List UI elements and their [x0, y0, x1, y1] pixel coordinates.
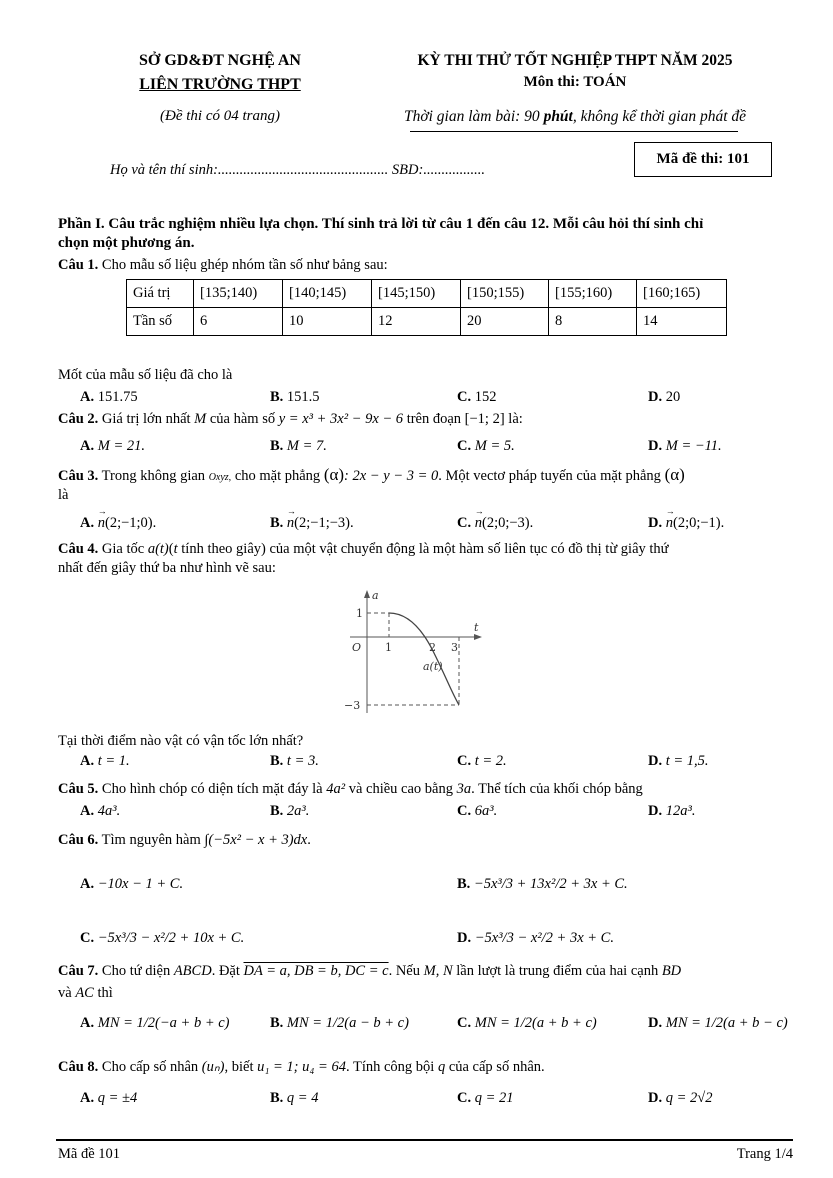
q3-plane: (α) — [664, 465, 685, 484]
origin-label: O — [352, 641, 362, 654]
question-1 — [58, 257, 388, 274]
table-cell: [150;155) — [461, 280, 549, 308]
q2-label: Câu 2. — [58, 411, 99, 427]
q7-option-c[interactable]: C. MN = 1/2(a + b + c) — [457, 1015, 597, 1031]
option-text: 151.75 — [97, 389, 138, 405]
option-text: t = 1. — [97, 753, 130, 769]
q2-var: M — [194, 411, 207, 427]
option-text: M = −11. — [665, 438, 722, 454]
exam-code-box: Mã đề thi: 101 — [634, 142, 772, 177]
q2-text: là: — [504, 411, 523, 427]
q7-points: M, N — [423, 963, 453, 979]
footer-exam-code: Mã đề 101 — [58, 1146, 121, 1162]
table-header-cell: Giá trị — [127, 280, 194, 308]
q1-option-d[interactable]: D. 20 — [648, 389, 681, 405]
q3-plane: (α) — [323, 465, 345, 484]
q3-option-c[interactable]: C. → n(2;0;−3). — [457, 515, 533, 532]
q3-label: Câu 3. — [58, 468, 99, 484]
exam-title: KỲ THI THỬ TỐT NGHIỆP THPT NĂM 2025 — [417, 52, 733, 69]
q8-label: Câu 8. — [58, 1059, 99, 1075]
q7-edge-ac: AC — [75, 985, 94, 1001]
option-text: q = 21 — [474, 1090, 514, 1106]
option-text: (2;−1;0). — [104, 515, 157, 531]
curve-label: a(t) — [423, 660, 443, 673]
q8-text: , biết — [224, 1059, 258, 1075]
graph-svg — [330, 585, 510, 720]
q2-option-d[interactable]: D. M = −11. — [648, 438, 722, 454]
q1-option-b[interactable]: B. 151.5 — [270, 389, 320, 405]
q4-text-cont: nhất đến giây thứ ba như hình vẽ sau: — [58, 560, 276, 576]
q2-option-b[interactable]: B. M = 7. — [270, 438, 327, 454]
q6-integral: ∫(−5x² − x + 3)dx — [204, 832, 308, 848]
option-text: 6a³. — [474, 803, 498, 819]
q5-text: . Thể tích của khối chóp bằng — [471, 781, 643, 797]
q5-option-a[interactable]: A. 4a³. — [80, 803, 121, 819]
student-info-line: Họ và tên thí sinh:............................................... SBD:................. — [110, 162, 485, 178]
option-text: (2;−1;−3). — [294, 515, 354, 531]
q5-option-c[interactable]: C. 6a³. — [457, 803, 498, 819]
x-tick-3: 3 — [451, 641, 458, 654]
option-text: MN = 1/2(a + b − c) — [665, 1015, 788, 1031]
q7-option-d[interactable]: D. MN = 1/2(a + b − c) — [648, 1015, 788, 1031]
q3-space: Oxyz, — [208, 472, 232, 483]
q6-option-c[interactable]: C. −5x³/3 − x²/2 + 10x + C. — [80, 930, 245, 946]
q2-option-a[interactable]: A. M = 21. — [80, 438, 145, 454]
q4-text: ( — [168, 541, 174, 557]
option-text: −5x³/3 + 13x²/2 + 3x + C. — [473, 876, 628, 892]
option-text: M = 21. — [97, 438, 145, 454]
option-text: M = 5. — [474, 438, 515, 454]
table-cell: 20 — [461, 308, 549, 336]
q6-text: Tìm nguyên hàm — [98, 832, 205, 848]
option-text: −10x − 1 + C. — [97, 876, 184, 892]
q3-text: Trong không gian — [98, 468, 209, 484]
q8-text: . Tính công bội — [345, 1059, 438, 1075]
q6-text: . — [307, 832, 311, 848]
question-8 — [58, 1059, 545, 1076]
part1-title: Phần I. Câu trắc nghiệm nhiều lựa chọn. Thí sinh trả lời từ câu 1 đến câu 12. Mỗi câu hỏi thí sinh chỉ — [58, 216, 704, 232]
table-cell: 8 — [549, 308, 637, 336]
option-text: MN = 1/2(−a + b + c) — [97, 1015, 230, 1031]
q7-edge-bd: BD — [661, 963, 682, 979]
q2-text: Giá trị lớn nhất — [98, 411, 195, 427]
q8-option-c[interactable]: C. q = 21 — [457, 1090, 514, 1106]
q4-option-a[interactable]: A. t = 1. — [80, 753, 130, 769]
q8-ratio: q — [437, 1059, 446, 1075]
y-tick-1: 1 — [356, 607, 363, 620]
exam-time-suffix: , không kể thời gian phát đề — [572, 108, 747, 125]
option-text: 2a³. — [286, 803, 310, 819]
table-cell: 12 — [372, 308, 461, 336]
school-name-text: LIÊN TRƯỜNG THPT — [139, 76, 301, 93]
q6-option-a[interactable]: A. −10x − 1 + C. — [80, 876, 184, 892]
exam-time-bold: phút — [543, 108, 573, 125]
q5-label: Câu 5. — [58, 781, 99, 797]
vector-n: → n — [287, 515, 294, 532]
q2-function: y = x³ + 3x² − 9x − 6 — [278, 411, 404, 427]
axis-x-label: t — [474, 621, 479, 634]
table-cell: 14 — [637, 308, 727, 336]
axis-y-label: a — [372, 589, 379, 602]
q4-option-d[interactable]: D. t = 1,5. — [648, 753, 709, 769]
q2-text: trên đoạn — [403, 411, 465, 427]
option-text: 12a³. — [665, 803, 696, 819]
q7-text: và — [58, 985, 76, 1001]
q4-prompt: Tại thời điểm nào vật có vận tốc lớn nhất? — [58, 733, 304, 749]
q2-text: của hàm số — [206, 411, 279, 427]
q7-tetrahedron: ABCD — [173, 963, 212, 979]
q8-given: u₁ = 1; u₄ = 64 — [257, 1059, 346, 1075]
table-row — [127, 308, 727, 336]
table-header-cell: Tần số — [127, 308, 194, 336]
q4-option-c[interactable]: C. t = 2. — [457, 753, 507, 769]
q6-label: Câu 6. — [58, 832, 99, 848]
question-5 — [58, 781, 643, 798]
question-7 — [58, 963, 681, 980]
q4-option-b[interactable]: B. t = 3. — [270, 753, 319, 769]
q7-label: Câu 7. — [58, 963, 99, 979]
q6-option-d[interactable]: D. −5x³/3 − x²/2 + 3x + C. — [457, 930, 614, 946]
q3-text: . Một vectơ pháp tuyến của mặt phẳng — [438, 468, 665, 484]
q7-text-cont — [58, 985, 113, 1002]
q1-text: Cho mẫu số liệu ghép nhóm tần số như bảng sau: — [98, 257, 388, 273]
q4-var: t — [173, 541, 178, 557]
exam-time — [360, 108, 790, 126]
part1-title-cont: chọn một phương án. — [58, 235, 195, 251]
school-name — [95, 76, 345, 94]
q3-option-d[interactable]: D. → n(2;0;−1). — [648, 515, 724, 532]
table-cell: [155;160) — [549, 280, 637, 308]
option-text: −5x³/3 − x²/2 + 10x + C. — [97, 930, 245, 946]
q7-option-b[interactable]: B. MN = 1/2(a − b + c) — [270, 1015, 409, 1031]
q4-text: tính theo giây) của một vật chuyển động là một hàm số liên tục có đồ thị từ giây thứ — [177, 541, 669, 557]
q4-function: a(t) — [147, 541, 169, 557]
table-cell: [145;150) — [372, 280, 461, 308]
q7-vector-defs: DA = a, DB = b, DC = c — [243, 963, 389, 979]
question-3 — [58, 465, 685, 485]
y-tick-neg3: −3 — [344, 699, 361, 712]
q1-option-a[interactable]: A. 151.75 — [80, 389, 138, 405]
question-6 — [58, 832, 311, 849]
table-cell: [140;145) — [283, 280, 372, 308]
option-text: q = 4 — [286, 1090, 319, 1106]
q8-option-a[interactable]: A. q = ±4 — [80, 1090, 138, 1106]
q1-label: Câu 1. — [58, 257, 99, 273]
q8-text: của cấp số nhân. — [445, 1059, 545, 1075]
q3-equation: : 2x − y − 3 = 0 — [344, 468, 439, 484]
q1-prompt: Mốt của mẫu số liệu đã cho là — [58, 367, 233, 383]
q4-label: Câu 4. — [58, 541, 99, 557]
table-row — [127, 280, 727, 308]
exam-time-prefix: Thời gian làm bài: 90 — [403, 108, 544, 125]
x-tick-2: 2 — [429, 641, 436, 654]
exam-subject: Môn thi: TOÁN — [523, 74, 627, 90]
q5-option-d[interactable]: D. 12a³. — [648, 803, 696, 819]
question-2 — [58, 411, 523, 428]
q4-text: Gia tốc — [98, 541, 148, 557]
table-cell: [160;165) — [637, 280, 727, 308]
q8-option-b[interactable]: B. q = 4 — [270, 1090, 319, 1106]
option-text: MN = 1/2(a + b + c) — [474, 1015, 597, 1031]
q8-option-d[interactable]: D. q = 2√2 — [648, 1090, 713, 1106]
table-cell: [135;140) — [194, 280, 283, 308]
frequency-table — [126, 279, 727, 336]
vector-n: → n — [666, 515, 673, 532]
q8-text: Cho cấp số nhân — [98, 1059, 202, 1075]
q5-text: và chiều cao bằng — [345, 781, 457, 797]
q7-text: . Đặt — [211, 963, 244, 979]
option-text: (2;0;−3). — [481, 515, 534, 531]
q6-option-b[interactable]: B. −5x³/3 + 13x²/2 + 3x + C. — [457, 876, 628, 892]
q7-text: Cho tứ diện — [98, 963, 174, 979]
q2-option-c[interactable]: C. M = 5. — [457, 438, 515, 454]
q3-text: cho mặt phẳng — [231, 468, 324, 484]
option-text: −5x³/3 − x²/2 + 3x + C. — [474, 930, 614, 946]
q7-option-a[interactable]: A. MN = 1/2(−a + b + c) — [80, 1015, 230, 1031]
table-cell: 6 — [194, 308, 283, 336]
q5-height: 3a — [456, 781, 472, 797]
q7-text: . Nếu — [388, 963, 424, 979]
option-text: t = 3. — [286, 753, 319, 769]
q3-text-cont: là — [58, 487, 69, 503]
footer-divider — [56, 1139, 793, 1141]
q3-option-b[interactable]: B. → n(2;−1;−3). — [270, 515, 354, 532]
acceleration-graph — [330, 585, 510, 720]
department-name: SỞ GD&ĐT NGHỆ AN — [139, 52, 301, 69]
vector-n: → n — [475, 515, 482, 532]
option-text: q = 2√2 — [665, 1090, 713, 1106]
q7-text: lần lượt là trung điểm của hai cạnh — [452, 963, 662, 979]
option-text: 4a³. — [97, 803, 121, 819]
footer-page-number: Trang 1/4 — [736, 1146, 793, 1162]
q5-text: Cho hình chóp có diện tích mặt đáy là — [98, 781, 327, 797]
option-text: 20 — [665, 389, 681, 405]
option-text: t = 2. — [474, 753, 507, 769]
option-text: t = 1,5. — [665, 753, 709, 769]
option-text: MN = 1/2(a − b + c) — [286, 1015, 409, 1031]
question-4 — [58, 541, 669, 558]
option-text: 151.5 — [286, 389, 320, 405]
q5-option-b[interactable]: B. 2a³. — [270, 803, 310, 819]
option-text: q = ±4 — [97, 1090, 138, 1106]
vector-n: → n — [98, 515, 105, 532]
q8-sequence: (uₙ) — [201, 1059, 225, 1075]
option-text: (2;0;−1). — [672, 515, 725, 531]
time-underline — [410, 131, 738, 132]
x-tick-1: 1 — [385, 641, 392, 654]
q1-option-c[interactable]: C. 152 — [457, 389, 497, 405]
q7-text: thì — [93, 985, 113, 1001]
q3-option-a[interactable]: A. → n(2;−1;0). — [80, 515, 156, 532]
option-text: 152 — [474, 389, 497, 405]
q2-interval: [−1; 2] — [464, 411, 505, 427]
pages-note: (Đề thi có 04 trang) — [160, 108, 280, 124]
table-cell: 10 — [283, 308, 372, 336]
option-text: M = 7. — [286, 438, 327, 454]
q5-area: 4a² — [326, 781, 346, 797]
